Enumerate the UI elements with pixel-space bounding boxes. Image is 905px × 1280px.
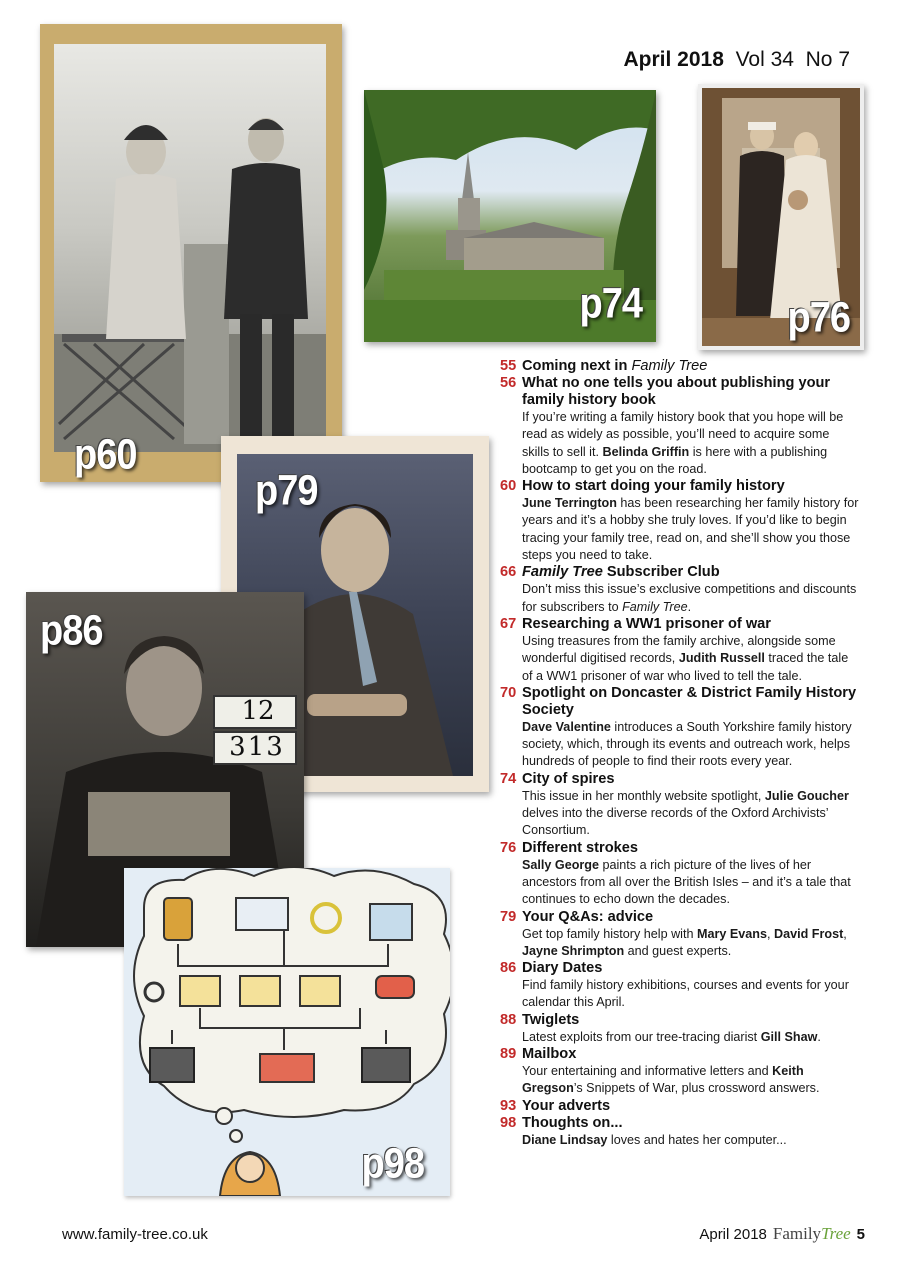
toc-entry[interactable]	[500, 1012, 860, 1046]
photo-wedding-couple[interactable]	[698, 84, 864, 350]
toc-description: Latest exploits from our tree-tracing diarist Gill Shaw.	[522, 1029, 821, 1044]
toc-entry[interactable]	[500, 616, 860, 685]
toc-title: Different strokes	[522, 839, 638, 856]
footer-folio	[699, 1224, 865, 1244]
toc-entry[interactable]	[500, 1046, 860, 1098]
toc-page-number: 88	[500, 1011, 517, 1028]
toc-page-number: 89	[500, 1046, 517, 1063]
toc-title: How to start doing your family history	[522, 478, 785, 495]
issue-date: April 2018	[623, 48, 724, 71]
toc-description: Get top family history help with Mary Evans, David Frost, Jayne Shrimpton and guest experts.	[522, 926, 847, 958]
toc-page-number: 66	[500, 564, 517, 581]
toc-entry[interactable]	[500, 478, 860, 564]
toc-title: Your adverts	[522, 1097, 611, 1114]
photo-oxford-spires[interactable]	[364, 90, 656, 342]
toc-title: Diary Dates	[522, 960, 603, 977]
toc-description: Using treasures from the family archive, alongside some wonderful digitised records, Judith Russell traced the tale of a WW1 prisoner of war who lived to tell the tale.	[522, 633, 849, 683]
toc-page-number: 93	[500, 1097, 517, 1114]
toc-title: Mailbox	[522, 1046, 577, 1063]
toc-entry[interactable]	[500, 375, 860, 478]
page-label-p86: p86	[40, 607, 103, 655]
portrait-image	[54, 44, 326, 452]
page-label-p76: p76	[787, 294, 850, 342]
toc-entry[interactable]	[500, 564, 860, 616]
toc-page-number: 74	[500, 770, 517, 787]
contents-list	[500, 358, 860, 1149]
toc-title: Family Tree Subscriber Club	[522, 564, 720, 581]
toc-description: Sally George paints a rich picture of the lives of her ancestors from all over the British Isles – and it’s a tale that continues to echo down the decades.	[522, 857, 851, 907]
couple-illustration	[54, 44, 326, 452]
toc-title: What no one tells you about publishing your family history book	[522, 375, 831, 408]
toc-entry[interactable]	[500, 909, 860, 961]
toc-page-number: 70	[500, 684, 517, 701]
toc-title: Thoughts on...	[522, 1114, 623, 1131]
page-label-p60: p60	[74, 431, 137, 479]
toc-title: Spotlight on Doncaster & District Family History Society	[522, 684, 857, 718]
footer-date: April 2018	[699, 1226, 767, 1243]
toc-title: Researching a WW1 prisoner of war	[522, 615, 771, 632]
issue-volume: Vol 34	[735, 48, 794, 71]
toc-title: Your Q&As: advice	[522, 908, 654, 925]
toc-entry[interactable]	[500, 960, 860, 1012]
toc-description: This issue in her monthly website spotlight, Julie Goucher delves into the diverse records of the Oxford Archivists’ Consortium.	[522, 788, 849, 838]
page-number: 5	[856, 1226, 865, 1243]
issue-number: No 7	[805, 48, 850, 71]
toc-description: Find family history exhibitions, courses and events for your calendar this April.	[522, 978, 849, 1010]
toc-page-number: 60	[500, 478, 517, 495]
toc-entry[interactable]	[500, 358, 860, 375]
page-label-p98: p98	[361, 1140, 424, 1188]
footer-brand-logo: FamilyTree	[772, 1224, 851, 1243]
toc-description: Diane Lindsay loves and hates her computer...	[522, 1132, 787, 1147]
page-label-p74: p74	[579, 280, 642, 328]
mugshot-number-bottom: 313	[229, 732, 285, 762]
toc-entry[interactable]	[500, 840, 860, 909]
toc-entry[interactable]	[500, 1098, 860, 1115]
toc-page-number: 79	[500, 908, 517, 925]
toc-description: Don’t miss this issue’s exclusive competitions and discounts for subscribers to Family Tree.	[522, 582, 857, 614]
photo-computer-family-tree[interactable]	[124, 868, 450, 1196]
toc-title: Coming next in Family Tree	[522, 358, 708, 374]
toc-title: Twiglets	[522, 1011, 580, 1028]
issue-line	[624, 48, 850, 72]
toc-page-number: 67	[500, 615, 517, 632]
toc-description: June Terrington has been researching her family history for years and it’s a hobby she truly loves. If you’d like to begin tracing your family tree, read on, and she’ll show you those steps you need to take.	[522, 496, 859, 563]
mugshot-number-top: 12	[241, 696, 275, 726]
toc-description: Your entertaining and informative letters and Keith Gregson’s Snippets of War, plus crossword answers.	[522, 1064, 820, 1096]
footer-website-link[interactable]: www.family-tree.co.uk	[62, 1226, 208, 1243]
toc-page-number: 56	[500, 375, 517, 391]
photo-couple-portrait[interactable]	[40, 24, 342, 482]
toc-page-number: 55	[500, 358, 517, 374]
toc-description: If you’re writing a family history book that you hope will be read as widely as possible, you’ll need to acquire some skills to sell it. Belinda Griffin is here with a publishing bootcamp to get you on the road.	[522, 410, 844, 476]
toc-page-number: 76	[500, 839, 517, 856]
toc-description: Dave Valentine introduces a South Yorkshire family history society, which, through its events and outreach work, helps hundreds of people to find their roots every year.	[522, 719, 852, 769]
toc-page-number: 86	[500, 960, 517, 977]
page-label-p79: p79	[255, 467, 318, 515]
toc-title: City of spires	[522, 770, 615, 787]
toc-entry[interactable]	[500, 1115, 860, 1149]
toc-page-number: 98	[500, 1114, 517, 1131]
toc-entry[interactable]	[500, 771, 860, 840]
toc-entry[interactable]	[500, 685, 860, 771]
